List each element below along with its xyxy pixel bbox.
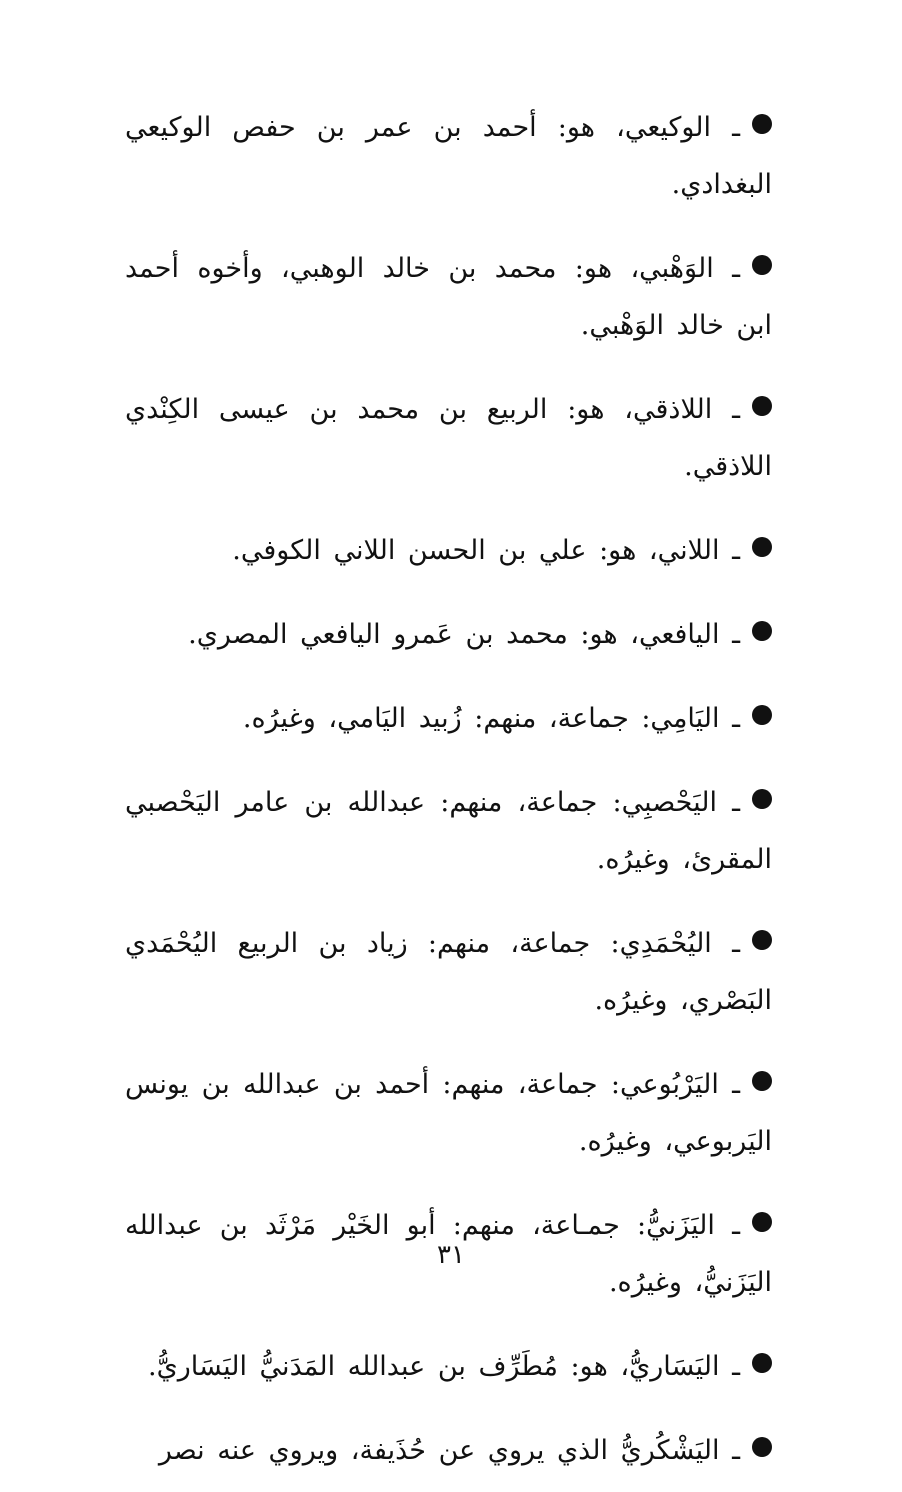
entry <box>125 381 772 495</box>
entry-text: ـ اللاني، هو: علي بن الحسن اللاني الكوفي. <box>232 535 740 566</box>
bullet-icon <box>752 1437 772 1457</box>
bullet-icon <box>752 930 772 950</box>
entry <box>125 522 772 579</box>
entry-text: ـ اليَزَنيُّ: جمـاعة، منهم: أبو الخَيْر مَرْثَد بن عبدالله اليَزَنيُّ، وغيرُه. <box>125 1210 772 1298</box>
entry-text: ـ اليَرْبُوعي: جماعة، منهم: أحمد بن عبدالله بن يونس اليَربوعي، وغيرُه. <box>125 1069 772 1157</box>
bullet-icon <box>752 396 772 416</box>
entry-text: ـ اليَامِي: جماعة، منهم: زُبيد اليَامي، وغيرُه. <box>242 703 740 734</box>
bullet-icon <box>752 537 772 557</box>
entry-text: ـ اليافعي، هو: محمد بن عَمرو اليافعي المصري. <box>188 619 740 650</box>
entry-text: ـ اليُحْمَدِي: جماعة، منهم: زياد بن الربيع اليُحْمَدي البَصْري، وغيرُه. <box>125 928 772 1016</box>
entry <box>125 915 772 1029</box>
entry <box>125 774 772 888</box>
bullet-icon <box>752 1353 772 1373</box>
bullet-icon <box>752 621 772 641</box>
entry <box>125 99 772 213</box>
entry-text: ـ الوَهْبي، هو: محمد بن خالد الوهبي، وأخوه أحمد ابن خالد الوَهْبي. <box>125 253 772 341</box>
entry-text: ـ اللاذقي، هو: الربيع بن محمد بن عيسى الكِنْدي اللاذقي. <box>125 394 772 482</box>
entry <box>125 1338 772 1395</box>
entry <box>125 240 772 354</box>
entry-text: ـ اليَسَاريُّ، هو: مُطَرِّف بن عبدالله المَدَنيُّ اليَسَاريُّ. <box>148 1351 740 1382</box>
entry <box>125 606 772 663</box>
entry-text: ـ اليَشْكُريُّ الذي يروي عن حُذَيفة، ويروي عنه نصر <box>158 1435 740 1466</box>
entry-text: ـ الوكيعي، هو: أحمد بن عمر بن حفص الوكيعي البغدادي. <box>125 112 772 200</box>
entry <box>125 1056 772 1170</box>
bullet-icon <box>752 1212 772 1232</box>
page-number: ٣١ <box>437 1240 465 1270</box>
bullet-icon <box>752 1071 772 1091</box>
bullet-icon <box>752 705 772 725</box>
entry <box>125 1422 772 1479</box>
entries-list <box>125 72 772 1492</box>
entry <box>125 690 772 747</box>
entry-text: ـ اليَحْصبِي: جماعة، منهم: عبدالله بن عامر اليَحْصبي المقرئ، وغيرُه. <box>125 787 772 875</box>
bullet-icon <box>752 255 772 275</box>
bullet-icon <box>752 789 772 809</box>
bullet-icon <box>752 114 772 134</box>
